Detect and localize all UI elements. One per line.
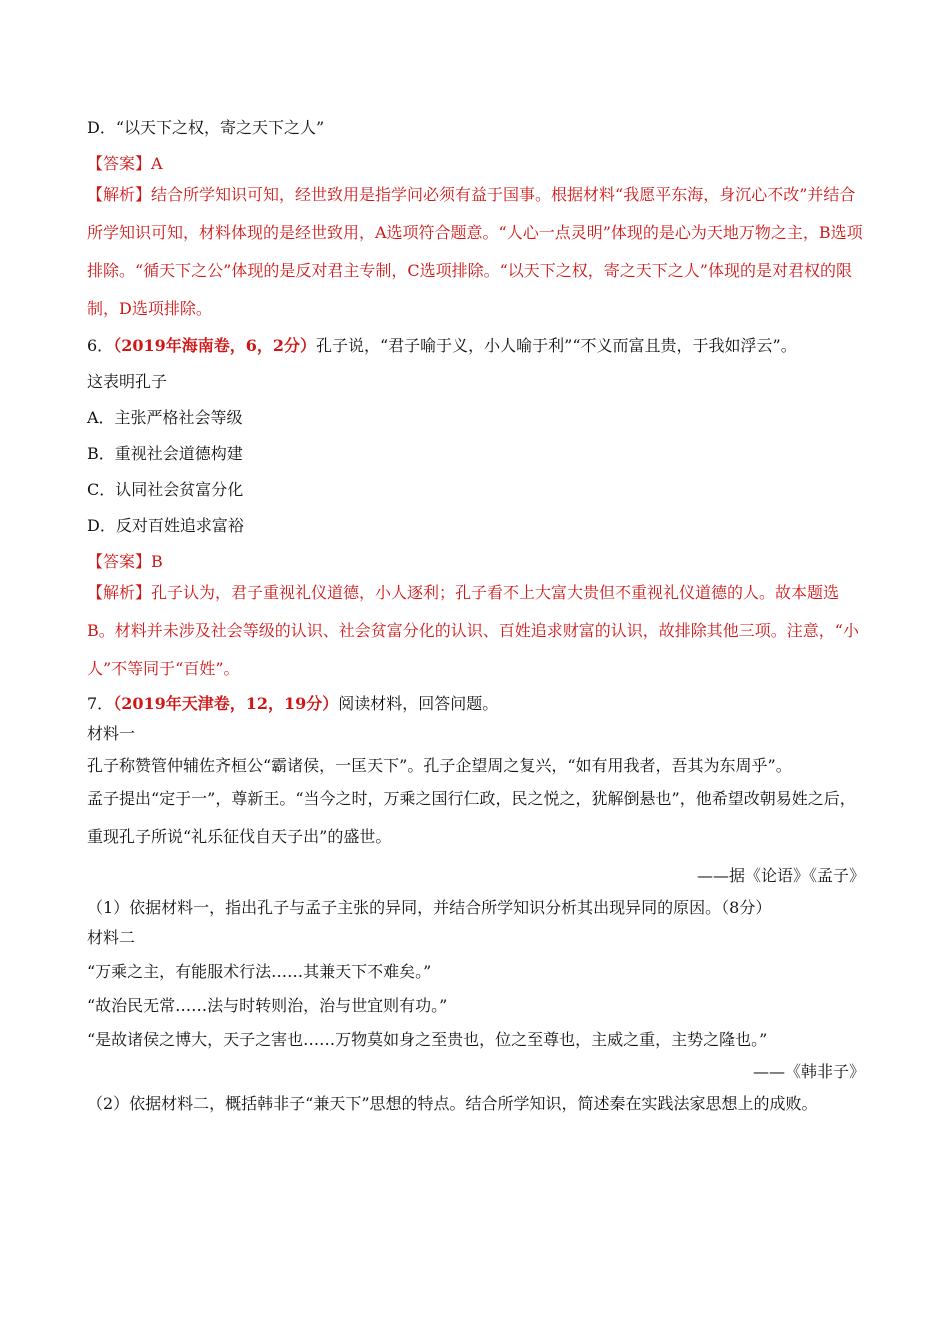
question-stem: 孔子说，“君子喻于义，小人喻于利”“不义而富且贵，于我如浮云”。 (316, 336, 797, 355)
material1-text: 孟子提出“定于一”，尊新王。“当今之时，万乘之国行仁政，民之悦之，犹解倒悬也”，他希望改朝易姓之后，重现孔子所说“礼乐征伐自天子出”的盛世。 (87, 789, 856, 846)
q6-option-d: D．反对百姓追求富裕 (87, 516, 244, 535)
material1-citation: ——据《论语》《孟子》 (696, 866, 865, 885)
material1-line1: 孔子称赞管仲辅佐齐桓公“霸诸侯，一匡天下”。孔子企望周之复兴，“如有用我者，吾其为东周乎”。 (87, 756, 792, 775)
answer-label: 【答案】 (87, 154, 152, 173)
analysis-text: 孔子认为，君子重视礼仪道德，小人逐利；孔子看不上大富大贵但不重视礼仪道德的人。故本题选B。材料并未涉及社会等级的认识、社会贫富分化的认识、百姓追求财富的认识，故排除其他三项。注意，“小人”不等同于“百姓”。 (87, 583, 859, 678)
material2-citation: ——《韩非子》 (752, 1062, 865, 1081)
question-source: （2019年天津卷，12，19分） (113, 694, 339, 713)
question-source: （2019年海南卷，6，2分） (113, 336, 316, 355)
q7-question1: （1）依据材料一，指出孔子与孟子主张的异同，并结合所学知识分析其出现异同的原因。（8分） (87, 898, 772, 917)
q6-answer (87, 550, 865, 574)
question-number: 6． (87, 336, 114, 355)
question-number: 7． (87, 694, 114, 713)
q6-analysis (87, 574, 865, 688)
material2-line2: “故治民无常……法与时转则治，治与世宜则有功。” (87, 996, 448, 1015)
answer-value: A (151, 154, 163, 173)
analysis-label: 【解析】 (87, 185, 152, 204)
q6-option-b: B．重视社会道德构建 (87, 444, 243, 463)
q5-analysis (87, 176, 865, 328)
question-stem: 阅读材料，回答问题。 (338, 694, 499, 713)
q6-stem (87, 334, 865, 358)
q6-option-c: C．认同社会贫富分化 (87, 480, 244, 499)
q7-question2: （2）依据材料二，概括韩非子“兼天下”思想的特点。结合所学知识，简述秦在实践法家思想上的成败。 (87, 1094, 818, 1113)
analysis-label: 【解析】 (87, 583, 152, 602)
material2-title: 材料二 (87, 928, 136, 947)
q7-stem (87, 692, 865, 716)
q5-option-d: D．“以天下之权，寄之天下之人” (87, 118, 325, 137)
material2-line3: “是故诸侯之博大，天子之害也……万物莫如身之至贵也，位之至尊也，主威之重，主势之隆也。” (87, 1030, 768, 1049)
document-page (87, 108, 865, 1116)
q5-answer (87, 152, 865, 176)
analysis-text: 结合所学知识可知，经世致用是指学问必须有益于国事。根据材料“我愿平东海，身沉心不改”并结合所学知识可知，材料体现的是经世致用，A选项符合题意。“人心一点灵明”体现的是心为天地万物之主，B选项排除。“循天下之公”体现的是反对君主专制，C选项排除。“以天下之权，寄之天下之人”体现的是对君权的限制，D选项排除。 (87, 185, 863, 318)
q6-option-a: A．主张严格社会等级 (87, 408, 243, 427)
answer-value: B (151, 552, 163, 571)
answer-label: 【答案】 (87, 552, 152, 571)
material1-title: 材料一 (87, 724, 136, 743)
q6-stem-continued: 这表明孔子 (87, 372, 168, 391)
material2-line1: “万乘之主，有能服术行法……其兼天下不难矣。” (87, 962, 432, 981)
